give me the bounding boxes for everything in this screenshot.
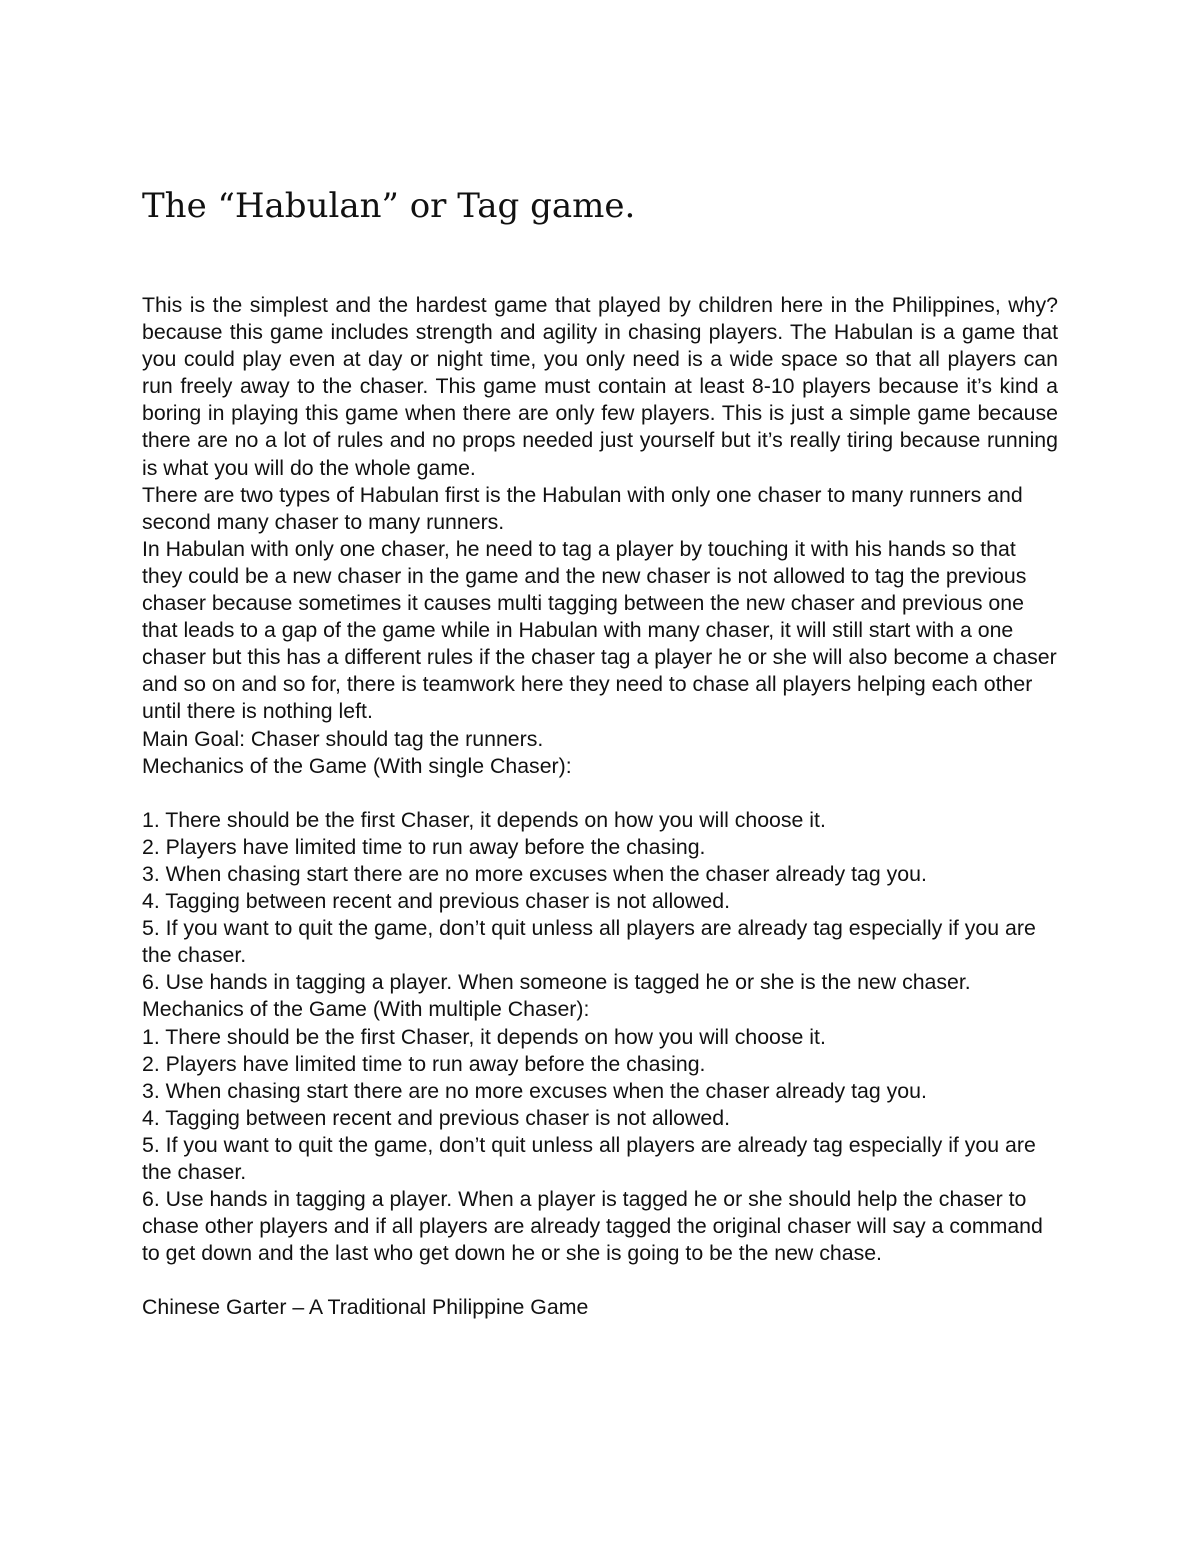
list-item: 4. Tagging between recent and previous chaser is not allowed. [142, 889, 731, 914]
list-item: 5. If you want to quit the game, don’t quit unless all players are already tag especially if you are the chaser. [142, 916, 1036, 968]
blank-line [142, 780, 1058, 807]
main-goal: Main Goal: Chaser should tag the runners. [142, 726, 544, 751]
list-item: 3. When chasing start there are no more excuses when the chaser already tag you. [142, 861, 927, 886]
list-item: 2. Players have limited time to run away before the chasing. [142, 834, 706, 859]
list-item: 6. Use hands in tagging a player. When someone is tagged he or she is the new chaser. [142, 970, 971, 995]
single-chaser-rules [142, 807, 1058, 997]
list-item: 6. Use hands in tagging a player. When a player is tagged he or she should help the chaser to chase other players and if all players are already tagged the original chaser will say a command to get down and the last who get down he or she is going to be the new chase. [142, 1187, 1043, 1266]
multiple-chaser-rules [142, 1024, 1058, 1268]
list-item: 4. Tagging between recent and previous chaser is not allowed. [142, 1105, 731, 1130]
list-item: 3. When chasing start there are no more excuses when the chaser already tag you. [142, 1078, 927, 1103]
intro-paragraph: This is the simplest and the hardest game that played by children here in the Philippines, why? because this game includes strength and agility in chasing players. The Habulan is a game that you could play even at day or night time, you only need is a wide space so that all players can run freely away to the chaser. This game must contain at least 8-10 players because it’s kind a boring in playing this game when there are only few players. This is just a simple game because there are no a lot of rules and no props needed just yourself but it’s really tiring because running is what you will do the whole game. [142, 293, 1058, 480]
single-chaser-heading: Mechanics of the Game (With single Chaser): [142, 753, 572, 778]
blank-line [142, 1267, 1058, 1294]
one-chaser-paragraph: In Habulan with only one chaser, he need to tag a player by touching it with his hands so that they could be a new chaser in the game and the new chaser is not allowed to tag the previous chaser because sometimes it causes multi tagging between the new chaser and previous one that leads to a gap of the game while in Habulan with many chaser, it will still start with a one chaser but this has a different rules if the chaser tag a player he or she will also become a chaser and so on and so for, there is teamwork here they need to chase all players helping each other until there is nothing left. [142, 536, 1057, 724]
list-item: 1. There should be the first Chaser, it depends on how you will choose it. [142, 1024, 826, 1049]
multiple-chaser-heading: Mechanics of the Game (With multiple Chaser): [142, 997, 590, 1022]
list-item: 2. Players have limited time to run away before the chasing. [142, 1051, 706, 1076]
list-item: 1. There should be the first Chaser, it depends on how you will choose it. [142, 807, 826, 832]
types-paragraph: There are two types of Habulan first is the Habulan with only one chaser to many runners and second many chaser to many runners. [142, 482, 1023, 534]
document-title: The “Habulan” or Tag game. [142, 186, 636, 226]
document-body [142, 292, 1058, 1322]
list-item: 5. If you want to quit the game, don’t quit unless all players are already tag especially if you are the chaser. [142, 1132, 1036, 1184]
next-section-heading: Chinese Garter – A Traditional Philippine Game [142, 1295, 589, 1320]
